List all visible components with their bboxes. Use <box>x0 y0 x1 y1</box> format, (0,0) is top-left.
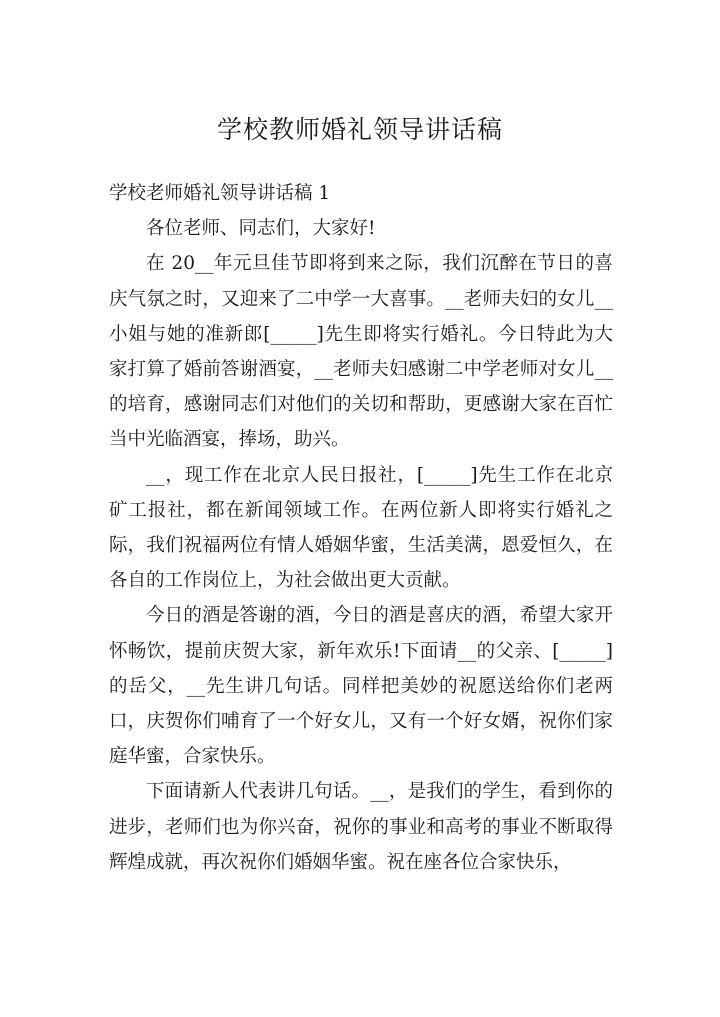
paragraph-toast: 今日的酒是答谢的酒，今日的酒是喜庆的酒，希望大家开怀畅饮，提前庆贺大家，新年欢乐!下面请__的父亲、[_____]的岳父，__先生讲几句话。同样把美妙的祝愿送给你们老两口，庆贺你们哺育了一个好女儿，又有一个好女婿，祝你们家庭华蜜，合家快乐。 <box>109 605 613 768</box>
paragraph-introduction: __，现工作在北京人民日报社，[_____]先生工作在北京矿工报社，都在新闻领域工作。在两位新人即将实行婚礼之际，我们祝福两位有情人婚姻华蜜，生活美满，恩爱恒久，在各自的工作岗位上，为社会做出更大贡献。 <box>109 464 613 592</box>
paragraph-closing: 下面请新人代表讲几句话。__，是我们的学生，看到你的进步，老师们也为你兴奋，祝你的事业和高考的事业不断取得辉煌成就，再次祝你们婚姻华蜜。祝在座各位合家快乐， <box>109 781 613 873</box>
section-heading: 学校老师婚礼领导讲话稿 1 <box>109 183 331 204</box>
paragraph-announcement: 在 20__年元旦佳节即将到来之际，我们沉醉在节日的喜庆气氛之时，又迎来了二中学一大喜事。__老师夫妇的女儿__小姐与她的准新郎[_____]先生即将实行婚礼。今日特此为大家打算了婚前答谢酒宴，__老师夫妇感谢二中学老师对女儿__的培育，感谢同志们对他们的关切和帮助，更感谢大家在百忙当中光临酒宴，捧场，助兴。 <box>109 253 613 451</box>
paragraph-greeting: 各位老师、同志们，大家好! <box>146 218 376 240</box>
document-body <box>109 176 613 880</box>
document-title: 学校教师婚礼领导讲话稿 <box>216 115 503 144</box>
